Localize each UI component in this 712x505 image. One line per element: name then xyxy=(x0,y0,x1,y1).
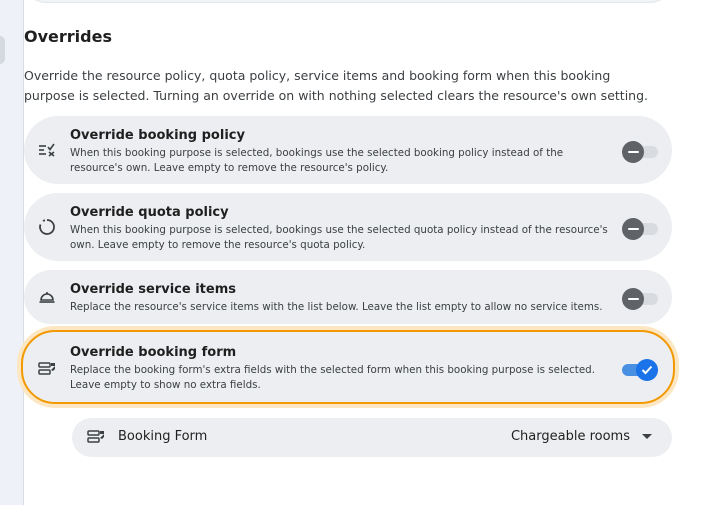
booking-form-value[interactable]: Chargeable rooms xyxy=(510,429,630,444)
progress-circle-icon xyxy=(37,217,57,237)
booking-form-label: Booking Form xyxy=(118,429,208,444)
booking-form-select[interactable] xyxy=(72,418,672,457)
toggle-off-icon xyxy=(622,141,644,163)
left-rail xyxy=(0,0,24,505)
override-quota-policy-toggle[interactable] xyxy=(622,218,658,240)
override-description: When this booking purpose is selected, bookings use the selected quota policy instead of the resource's own. Leave empty to remove the resource's quota policy. xyxy=(70,224,608,251)
toggle-off-icon xyxy=(622,288,644,310)
override-title: Override quota policy xyxy=(70,205,229,220)
toggle-off-icon xyxy=(622,218,644,240)
previous-card xyxy=(24,0,672,3)
form-icon xyxy=(37,359,57,379)
section-description: Override the resource policy, quota policy, service items and booking form when this booking purpose is selected. Turning an override on with nothing selected clears the resource's own setting. xyxy=(24,68,648,103)
override-title: Override service items xyxy=(70,282,236,297)
override-description: Replace the booking form's extra fields with the selected form when this booking purpose is selected. Leave empty to show no extra fields. xyxy=(70,364,595,391)
override-service-items-toggle[interactable] xyxy=(622,288,658,310)
override-description: Replace the resource's service items with the list below. Leave the list empty to allow no service items. xyxy=(70,301,603,313)
override-title: Override booking policy xyxy=(70,128,245,143)
override-booking-policy-toggle[interactable] xyxy=(622,141,658,163)
chevron-down-icon[interactable] xyxy=(642,434,652,439)
override-booking-form-toggle[interactable] xyxy=(622,359,658,381)
rule-checklist-icon xyxy=(37,140,57,160)
override-booking-form-row[interactable] xyxy=(21,330,675,404)
override-service-items-row[interactable] xyxy=(24,270,672,324)
override-booking-policy-row[interactable] xyxy=(24,116,672,184)
check-icon xyxy=(636,359,658,381)
rail-tab[interactable] xyxy=(0,36,5,64)
override-description: When this booking purpose is selected, bookings use the selected booking policy instead of the resource's own. Leave empty to remove the resource's policy. xyxy=(70,147,564,174)
section-title: Overrides xyxy=(24,27,112,46)
override-quota-policy-row[interactable] xyxy=(24,193,672,261)
service-bell-icon xyxy=(37,287,57,307)
form-icon xyxy=(87,428,105,446)
override-title: Override booking form xyxy=(70,345,237,360)
